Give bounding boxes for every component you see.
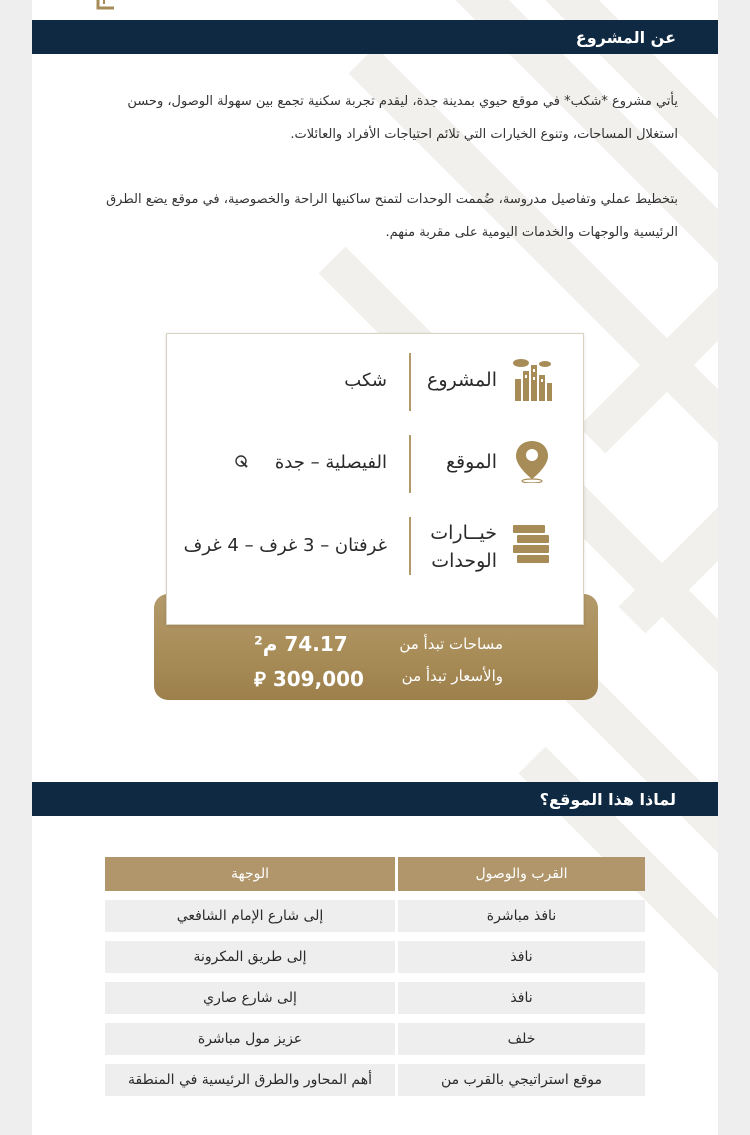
paragraph-line: استغلال المساحات، وتنوع الخيارات التي تلائم احتياجات الأفراد والعائلات. — [290, 127, 678, 142]
info-value: غرفتان – 3 غرف – 4 غرف — [183, 535, 387, 556]
info-label-line: خيــارات — [430, 522, 497, 544]
cursor-icon — [235, 455, 249, 469]
paragraph-line: بتخطيط عملي وتفاصيل مدروسة، ضُممت الوحدات لتمنح ساكنيها الراحة والخصوصية، في موقع يضع الطرق — [106, 192, 678, 207]
area-value: 74.17 م² — [254, 632, 348, 656]
stack-icon — [509, 523, 555, 569]
info-value: الفيصلية – جدة — [274, 452, 387, 473]
row-divider — [409, 353, 411, 411]
info-row-units — [167, 515, 585, 577]
logo-fragment — [94, 0, 124, 14]
table-cell: خلف — [398, 1023, 645, 1055]
table-cell: أهم المحاور والطرق الرئيسية في المنطقة — [105, 1064, 395, 1096]
table-row — [105, 941, 645, 973]
table-cell: نافذ — [398, 941, 645, 973]
area-label: مساحات تبدأ من — [399, 635, 503, 653]
table-row — [105, 982, 645, 1014]
table-cell: نافذ — [398, 982, 645, 1014]
table-cell: عزيز مول مباشرة — [105, 1023, 395, 1055]
table-header-cell: القرب والوصول — [398, 857, 645, 891]
table-header — [105, 857, 645, 891]
location-pin-icon — [509, 437, 555, 483]
info-row-project — [167, 351, 585, 413]
info-label-line: الوحدات — [431, 550, 497, 572]
info-label: المشروع — [427, 369, 497, 391]
row-divider — [409, 435, 411, 493]
buildings-icon — [509, 357, 555, 403]
document-page — [32, 0, 718, 1135]
section-title: عن المشروع — [575, 27, 676, 47]
table-row — [105, 900, 645, 932]
section-header-about — [32, 20, 718, 54]
table-cell: إلى طريق المكرونة — [105, 941, 395, 973]
table-header-cell: الوجهة — [105, 857, 395, 891]
table-cell: إلى شارع الإمام الشافعي — [105, 900, 395, 932]
price-label: والأسعار تبدأ من — [401, 667, 503, 685]
paragraph-line: الرئيسية والوجهات والخدمات اليومية على مقربة منهم. — [385, 225, 678, 240]
paragraph-line: يأتي مشروع *شكب* في موقع حيوي بمدينة جدة، ليقدم تجربة سكنية تجمع بين سهولة الوصول، وحسن — [127, 94, 678, 109]
project-info-card — [166, 333, 584, 625]
info-row-location — [167, 433, 585, 495]
section-title: لماذا هذا الموقع؟ — [539, 789, 676, 809]
about-paragraph-1 — [68, 85, 678, 151]
price-value: 309,000 ⃁ — [254, 667, 364, 691]
about-paragraph-2 — [68, 183, 678, 249]
table-cell: نافذ مباشرة — [398, 900, 645, 932]
info-label: الموقع — [445, 451, 497, 473]
table-cell: إلى شارع صاري — [105, 982, 395, 1014]
section-header-location — [32, 782, 718, 816]
info-value: شكب — [344, 370, 387, 391]
location-table — [105, 857, 645, 1096]
info-label — [430, 519, 497, 575]
table-row — [105, 1023, 645, 1055]
table-row — [105, 1064, 645, 1096]
table-cell: موقع استراتيجي بالقرب من — [398, 1064, 645, 1096]
row-divider — [409, 517, 411, 575]
